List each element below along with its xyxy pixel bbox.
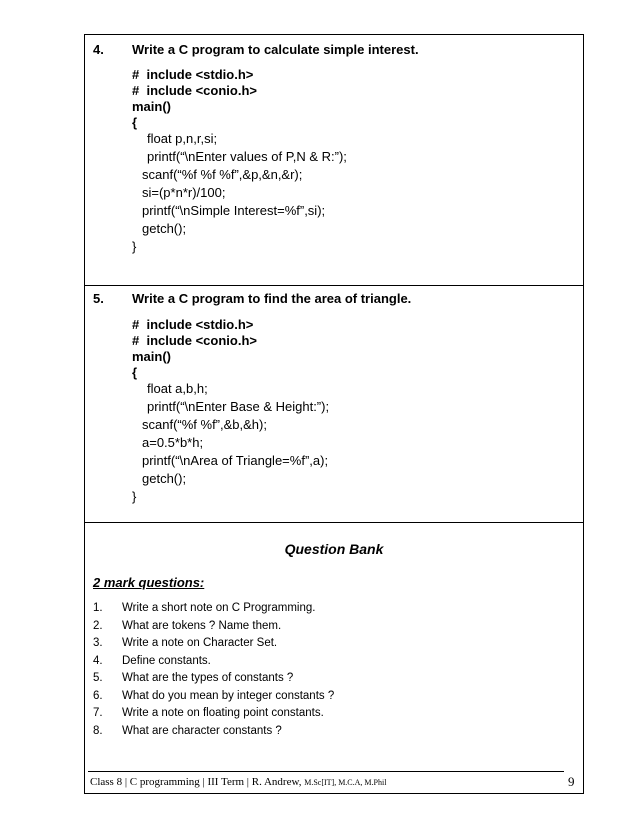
code-line: si=(p*n*r)/100; [142,185,226,200]
list-item [93,670,334,688]
code-line: getch(); [142,221,187,236]
code-main: main() [132,99,171,114]
code-include-stdio: # include <stdio.h> [132,317,254,332]
section-divider [84,522,584,523]
code-main: main() [132,349,171,364]
item-number: 5. [93,672,103,684]
list-item [93,723,334,741]
code-include-stdio: # include <stdio.h> [132,67,254,82]
question-bank-title: Question Bank [284,541,384,557]
footer-credentials: M.Sc[IT], M.C.A, M.Phil [304,778,387,787]
question-5-title: Write a C program to find the area of triangle. [132,291,412,306]
page-footer [90,776,386,788]
item-number: 8. [93,724,103,737]
item-number: 4. [93,654,103,667]
code-line: getch(); [142,471,187,486]
code-line: printf(“\nArea of Triangle=%f”,a); [142,453,329,468]
list-item [93,635,334,653]
item-number: 3. [93,637,103,649]
code-line: scanf(“%f %f”,&b,&h); [142,417,267,432]
question-4-title: Write a C program to calculate simple interest. [132,42,419,57]
list-item [93,688,334,706]
list-item [93,653,334,671]
code-line: printf(“\nEnter Base & Height:”); [147,399,330,414]
code-line: float a,b,h; [147,381,208,396]
item-text: Write a short note on C Programming. [122,602,316,614]
footer-text: Class 8 | C programming | III Term | R. Andrew, [90,776,305,788]
code-include-conio: # include <conio.h> [132,333,257,348]
code-line: float p,n,r,si; [147,131,218,146]
section-divider [84,285,584,286]
code-open-brace: { [132,115,138,130]
item-text: What are character constants ? [122,724,282,737]
question-5-number: 5. [93,291,104,306]
item-text: What are tokens ? Name them. [122,619,282,632]
code-include-conio: # include <conio.h> [132,83,257,98]
code-close-brace: } [132,489,137,504]
question-list [93,600,334,740]
item-text: What do you mean by integer constants ? [122,689,335,702]
item-number: 6. [93,689,103,702]
item-number: 2. [93,619,103,632]
item-text: Write a note on floating point constants. [122,707,324,719]
code-close-brace: } [132,239,137,254]
question-4-number: 4. [93,42,104,57]
code-line: printf(“\nSimple Interest=%f”,si); [142,203,326,218]
code-open-brace: { [132,365,138,380]
item-number: 1. [93,602,103,614]
list-item [93,705,334,723]
code-line: scanf(“%f %f %f”,&p,&n,&r); [142,167,303,182]
item-text: Write a note on Character Set. [122,637,278,649]
list-item [93,618,334,636]
code-line: a=0.5*b*h; [142,435,204,450]
item-text: Define constants. [122,654,211,667]
item-number: 7. [93,707,103,719]
page-number: 9 [568,774,575,789]
footer-divider [88,771,564,772]
item-text: What are the types of constants ? [122,672,294,684]
question-bank-subtitle: 2 mark questions: [93,575,205,590]
code-line: printf(“\nEnter values of P,N & R:”); [147,149,347,164]
list-item [93,600,334,618]
